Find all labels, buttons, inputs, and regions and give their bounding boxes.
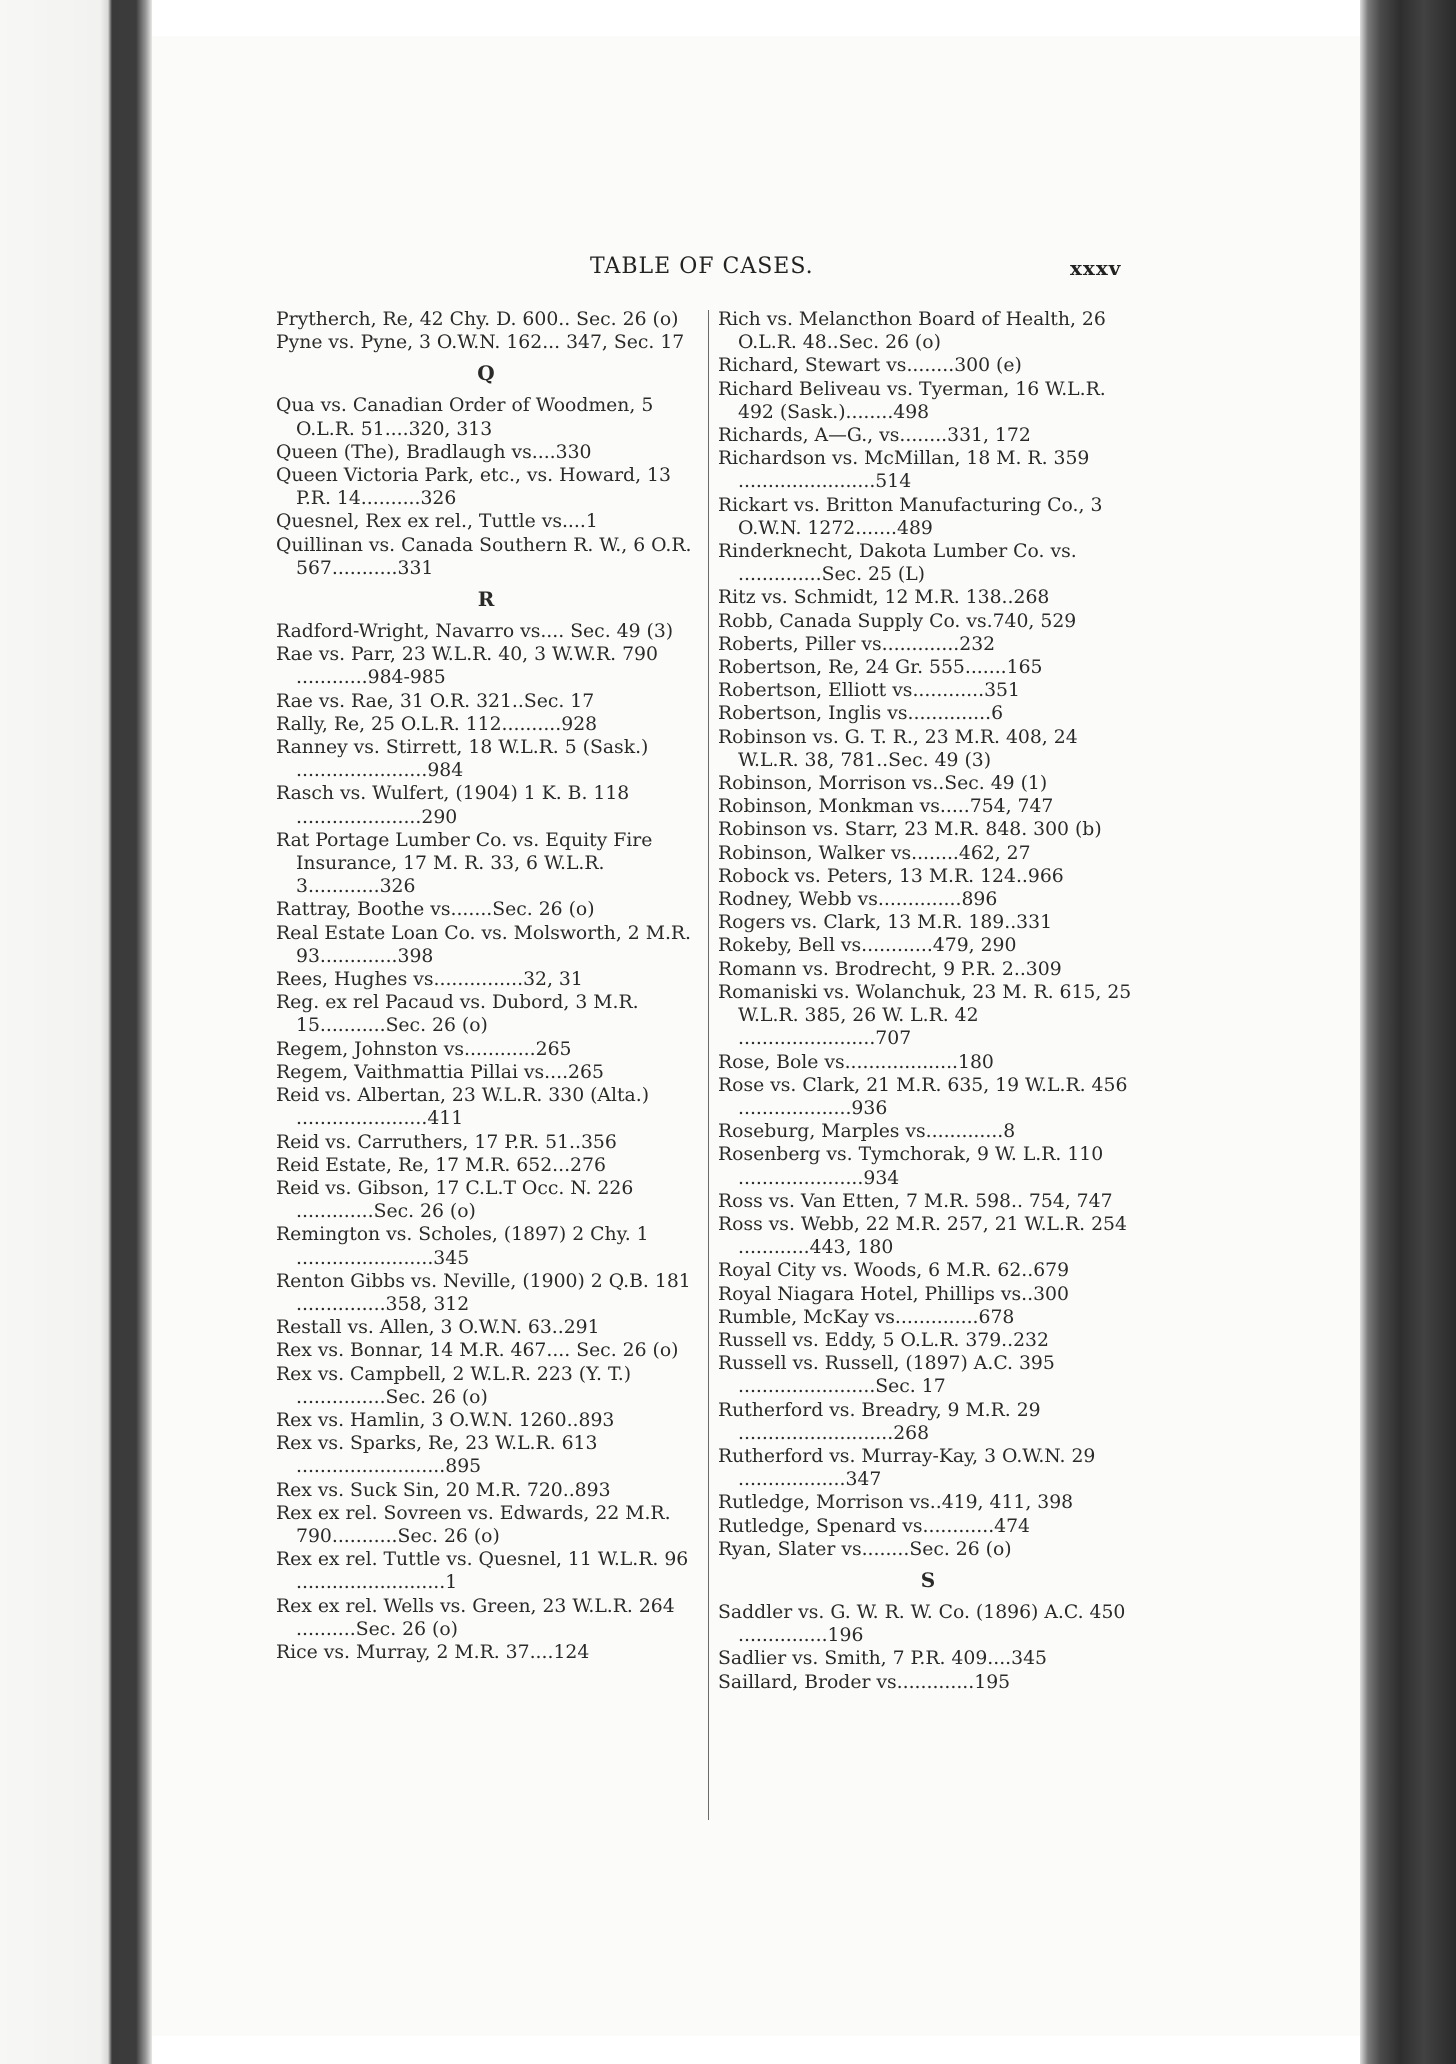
case-entry: Rex vs. Sparks, Re, 23 W.L.R. 613 .........................895 bbox=[276, 1433, 598, 1478]
case-entry: Rosenberg vs. Tymchorak, 9 W. L.R. 110 .....................934 bbox=[718, 1144, 1104, 1189]
case-entry: Prytherch, Re, 42 Chy. D. 600.. Sec. 26 (o) bbox=[276, 309, 679, 330]
case-entry: Rickart vs. Britton Manufacturing Co., 3 O.W.N. 1272.......489 bbox=[718, 494, 1103, 539]
case-entry: Rae vs. Parr, 23 W.L.R. 40, 3 W.W.R. 790 ............984-985 bbox=[276, 644, 658, 689]
case-entry: Rich vs. Melancthon Board of Health, 26 O.L.R. 48..Sec. 26 (o) bbox=[718, 309, 1106, 354]
case-entry: Richard Beliveau vs. Tyerman, 16 W.L.R. 492 (Sask.)........498 bbox=[718, 378, 1106, 423]
left-column bbox=[276, 308, 696, 1664]
book-spine-right bbox=[1360, 0, 1456, 2064]
case-entry: Richard, Stewart vs........300 (e) bbox=[718, 355, 1022, 377]
case-entry: Robinson, Monkman vs.....754, 747 bbox=[718, 796, 1054, 818]
case-entry: Restall vs. Allen, 3 O.W.N. 63..291 bbox=[276, 1317, 600, 1339]
case-entry: Roseburg, Marples vs.............8 bbox=[718, 1121, 1016, 1143]
case-entry: Rutherford vs. Murray-Kay, 3 O.W.N. 29 ..................347 bbox=[718, 1445, 1096, 1491]
case-entry: Rex ex rel. Sovreen vs. Edwards, 22 M.R. 790...........Sec. 26 (o) bbox=[276, 1502, 671, 1547]
section-letter: S bbox=[920, 1567, 936, 1592]
case-entry: Rattray, Boothe vs.......Sec. 26 (o) bbox=[276, 899, 595, 921]
case-entry: Ranney vs. Stirrett, 18 W.L.R. 5 (Sask.) ......................984 bbox=[276, 737, 649, 782]
case-entry: Saddler vs. G. W. R. W. Co. (1896) A.C. 450 ...............196 bbox=[718, 1601, 1126, 1647]
case-entry: Renton Gibbs vs. Neville, (1900) 2 Q.B. 181 ...............358, 312 bbox=[276, 1270, 691, 1315]
case-entry: Queen Victoria Park, etc., vs. Howard, 13 P.R. 14..........326 bbox=[276, 465, 671, 510]
case-entry: Reid vs. Carruthers, 17 P.R. 51..356 bbox=[276, 1131, 617, 1153]
case-entry: Saillard, Broder vs.............195 bbox=[718, 1671, 1011, 1693]
case-entry: Radford-Wright, Navarro vs.... Sec. 49 (3) bbox=[276, 621, 674, 643]
right-column bbox=[718, 308, 1138, 1694]
case-entry: Rae vs. Rae, 31 O.R. 321..Sec. 17 bbox=[276, 690, 595, 712]
case-entry: Rees, Hughes vs...............32, 31 bbox=[276, 969, 583, 991]
case-entry: Quillinan vs. Canada Southern R. W., 6 O.R. 567...........331 bbox=[276, 534, 692, 579]
case-entry: Rex vs. Campbell, 2 W.L.R. 223 (Y. T.) ...............Sec. 26 (o) bbox=[276, 1363, 632, 1408]
case-entry: Rasch vs. Wulfert, (1904) 1 K. B. 118 .....................290 bbox=[276, 783, 630, 828]
case-entry: Rinderknecht, Dakota Lumber Co. vs. ..............Sec. 25 (L) bbox=[718, 541, 1077, 586]
case-entry: Real Estate Loan Co. vs. Molsworth, 2 M.R. 93.............398 bbox=[276, 922, 692, 967]
section-letter: R bbox=[477, 587, 495, 612]
case-entry: Rodney, Webb vs..............896 bbox=[718, 889, 998, 911]
case-entry: Reid vs. Albertan, 23 W.L.R. 330 (Alta.) ......................411 bbox=[276, 1085, 650, 1130]
case-entry: Pyne vs. Pyne, 3 O.W.N. 162... 347, Sec. 17 bbox=[276, 332, 685, 354]
case-entry: Rutledge, Morrison vs..419, 411, 398 bbox=[718, 1492, 1074, 1514]
case-entry: Rose vs. Clark, 21 M.R. 635, 19 W.L.R. 456 ...................936 bbox=[718, 1074, 1128, 1119]
section-letter: Q bbox=[477, 361, 495, 386]
case-entry: Robertson, Elliott vs............351 bbox=[718, 680, 1020, 702]
case-entry: Remington vs. Scholes, (1897) 2 Chy. 1 .......................345 bbox=[276, 1224, 649, 1269]
case-entry: Queen (The), Bradlaugh vs....330 bbox=[276, 441, 592, 463]
case-entry: Rumble, McKay vs..............678 bbox=[718, 1306, 1015, 1328]
case-entry: Sadlier vs. Smith, 7 P.R. 409....345 bbox=[718, 1648, 1047, 1670]
case-entry: Rex ex rel. Tuttle vs. Quesnel, 11 W.L.R. 96 .........................1 bbox=[276, 1549, 689, 1594]
book-spine-left bbox=[0, 0, 152, 2064]
case-entry: Robock vs. Peters, 13 M.R. 124..966 bbox=[718, 865, 1064, 887]
case-entry: Romaniski vs. Wolanchuk, 23 M. R. 615, 25 W.L.R. 385, 26 W. L.R. 42 .......................707 bbox=[718, 981, 1132, 1050]
case-entry: Rat Portage Lumber Co. vs. Equity Fire Insurance, 17 M. R. 33, 6 W.L.R. 3............326 bbox=[276, 829, 653, 898]
case-entry: Rex vs. Hamlin, 3 O.W.N. 1260..893 bbox=[276, 1409, 615, 1431]
column-divider bbox=[708, 310, 709, 1820]
case-entry: Rutledge, Spenard vs............474 bbox=[718, 1515, 1031, 1537]
case-entry: Robinson, Walker vs........462, 27 bbox=[718, 842, 1031, 864]
case-entry: Reid vs. Gibson, 17 C.L.T Occ. N. 226 .............Sec. 26 (o) bbox=[276, 1177, 634, 1223]
case-entry: Romann vs. Brodrecht, 9 P.R. 2..309 bbox=[718, 958, 1062, 980]
case-entry: Royal City vs. Woods, 6 M.R. 62..679 bbox=[718, 1260, 1070, 1282]
case-entry: Rice vs. Murray, 2 M.R. 37....124 bbox=[276, 1641, 590, 1663]
case-entry: Rex vs. Suck Sin, 20 M.R. 720..893 bbox=[276, 1479, 611, 1501]
case-entry: Ritz vs. Schmidt, 12 M.R. 138..268 bbox=[718, 587, 1050, 609]
page-title: TABLE OF CASES. bbox=[590, 254, 814, 279]
case-entry: Roberts, Piller vs.............232 bbox=[718, 633, 996, 655]
case-entry: Rutherford vs. Breadry, 9 M.R. 29 ..........................268 bbox=[718, 1399, 1041, 1444]
case-entry: Richardson vs. McMillan, 18 M. R. 359 .......................514 bbox=[718, 448, 1090, 493]
case-entry: Reid Estate, Re, 17 M.R. 652...276 bbox=[276, 1154, 606, 1176]
case-entry: Regem, Vaithmattia Pillai vs....265 bbox=[276, 1061, 604, 1083]
case-entry: Qua vs. Canadian Order of Woodmen, 5 O.L.R. 51....320, 313 bbox=[276, 395, 654, 440]
page-number: xxxv bbox=[1070, 256, 1122, 280]
case-entry: Russell vs. Russell, (1897) A.C. 395 .......................Sec. 17 bbox=[718, 1353, 1055, 1398]
case-entry: Robertson, Re, 24 Gr. 555.......165 bbox=[718, 657, 1043, 679]
case-entry: Robinson vs. G. T. R., 23 M.R. 408, 24 W.L.R. 38, 781..Sec. 49 (3) bbox=[718, 726, 1078, 771]
case-entry: Robertson, Inglis vs..............6 bbox=[718, 703, 1004, 725]
case-entry: Ross vs. Van Etten, 7 M.R. 598.. 754, 747 bbox=[718, 1190, 1113, 1212]
case-entry: Richards, A—G., vs........331, 172 bbox=[718, 425, 1031, 447]
case-entry: Ross vs. Webb, 22 M.R. 257, 21 W.L.R. 254 ............443, 180 bbox=[718, 1213, 1127, 1259]
case-entry: Robinson, Morrison vs..Sec. 49 (1) bbox=[718, 773, 1048, 795]
case-entry: Ryan, Slater vs........Sec. 26 (o) bbox=[718, 1538, 1012, 1560]
case-entry: Regem, Johnston vs............265 bbox=[276, 1038, 572, 1060]
case-entry: Russell vs. Eddy, 5 O.L.R. 379..232 bbox=[718, 1329, 1049, 1351]
case-entry: Royal Niagara Hotel, Phillips vs..300 bbox=[718, 1283, 1069, 1305]
case-entry: Rogers vs. Clark, 13 M.R. 189..331 bbox=[718, 912, 1053, 934]
case-entry: Reg. ex rel Pacaud vs. Dubord, 3 M.R. 15...........Sec. 26 (o) bbox=[276, 992, 639, 1037]
case-entry: Rose, Bole vs...................180 bbox=[718, 1051, 994, 1073]
case-entry: Rex vs. Bonnar, 14 M.R. 467.... Sec. 26 (o) bbox=[276, 1340, 679, 1362]
case-entry: Rally, Re, 25 O.L.R. 112..........928 bbox=[276, 713, 598, 735]
case-entry: Robb, Canada Supply Co. vs.740, 529 bbox=[718, 610, 1077, 632]
case-entry: Quesnel, Rex ex rel., Tuttle vs....1 bbox=[276, 511, 598, 533]
case-entry: Robinson vs. Starr, 23 M.R. 848. 300 (b) bbox=[718, 819, 1102, 841]
case-entry: Rex ex rel. Wells vs. Green, 23 W.L.R. 264 ..........Sec. 26 (o) bbox=[276, 1595, 675, 1640]
case-entry: Rokeby, Bell vs............479, 290 bbox=[718, 935, 1017, 957]
